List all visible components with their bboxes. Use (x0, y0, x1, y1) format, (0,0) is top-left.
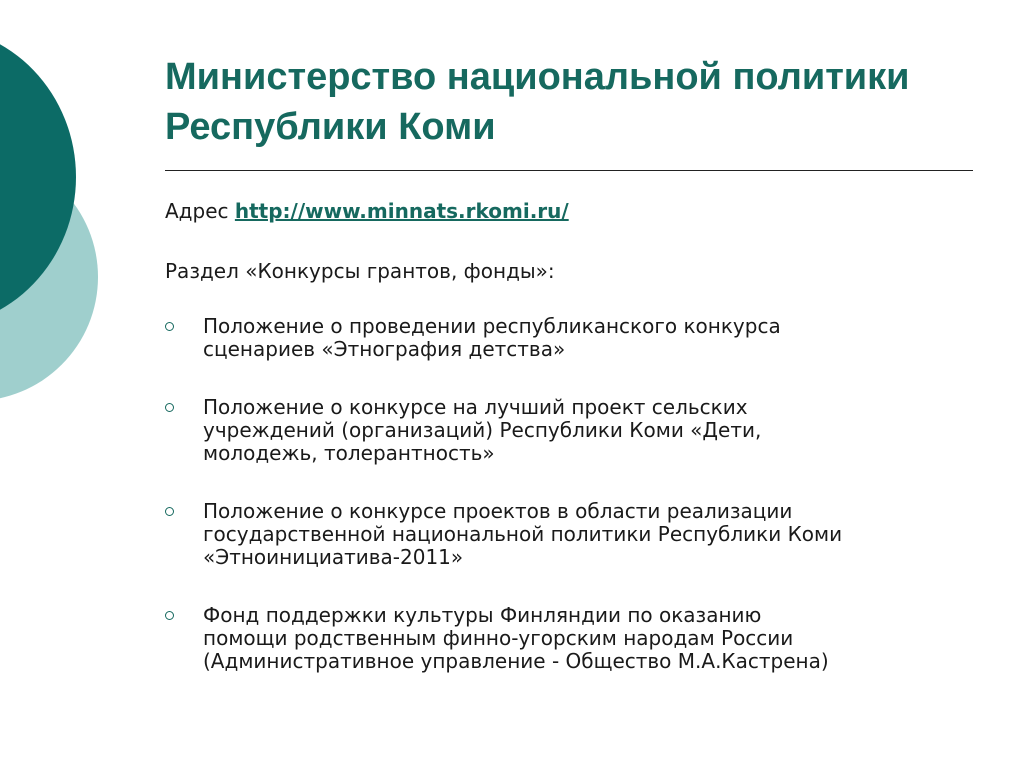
title-divider (165, 170, 973, 171)
list-item (165, 396, 985, 465)
circle-bullet-icon (165, 403, 174, 412)
address-line (165, 197, 569, 225)
list-item-text: Фонд поддержки культуры Финляндии по оказанию помощи родственным финно-угорским народам России (Административное управление - Общество М.А.Кастрена) (203, 603, 829, 673)
circle-bullet-icon (165, 322, 174, 331)
section-heading: Раздел «Конкурсы грантов, фонды»: (165, 259, 555, 283)
ministry-website-link[interactable]: http://www.minnats.rkomi.ru/ (234, 199, 569, 223)
list-item (165, 315, 985, 361)
circle-bullet-icon (165, 611, 174, 620)
list-item (165, 500, 985, 569)
list-item (165, 604, 985, 673)
bullet-list (165, 315, 985, 673)
address-label: Адрес (165, 199, 229, 223)
list-item-text: Положение о проведении республиканского конкурса сценариев «Этнография детства» (203, 314, 781, 361)
list-item-text: Положение о конкурсе на лучший проект сельских учреждений (организаций) Республики Коми «Дети, молодежь, толерантность» (203, 395, 762, 465)
list-item-text: Положение о конкурсе проектов в области реализации государственной национальной политики Республики Коми «Этноинициатива-2011» (203, 499, 843, 569)
page-title: Министерство национальной политики Республики Коми (165, 56, 910, 148)
circle-bullet-icon (165, 507, 174, 516)
